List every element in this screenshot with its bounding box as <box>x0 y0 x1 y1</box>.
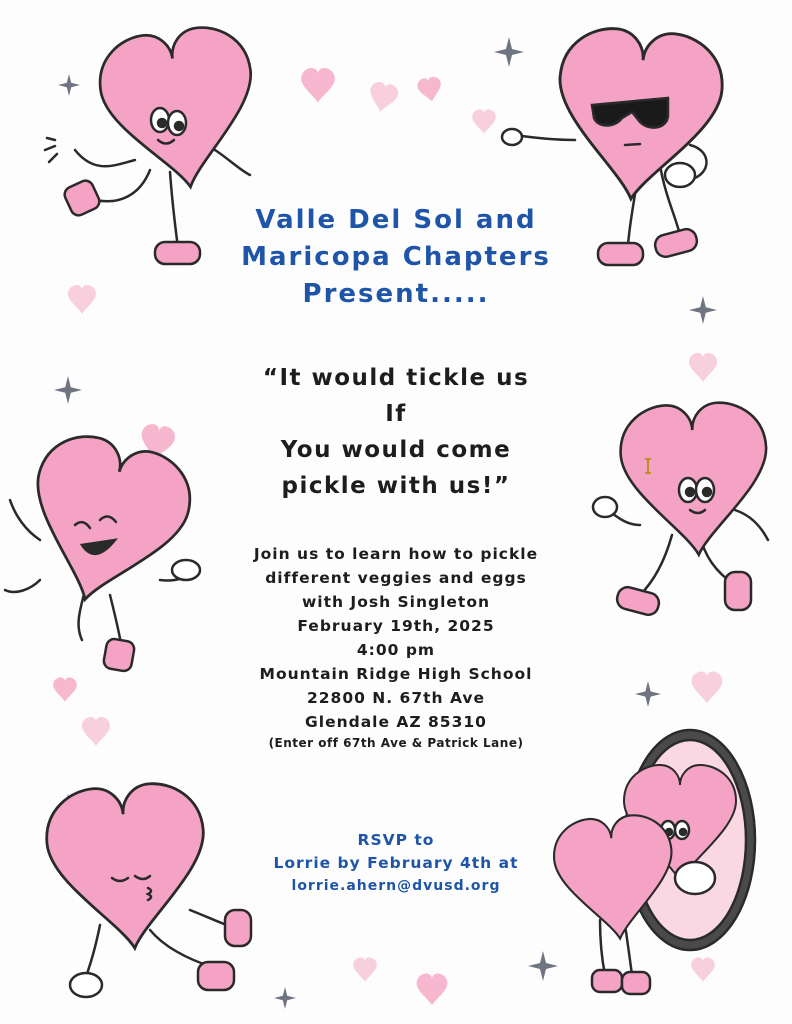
heading-line: Valle Del Sol and <box>255 205 537 235</box>
venue-name: Mountain Ridge High School <box>259 665 533 683</box>
event-time: 4:00 pm <box>356 641 436 659</box>
description-line: Join us to learn how to pickle <box>253 545 539 563</box>
chapters-heading <box>0 202 792 313</box>
venue-street: 22800 N. 67th Ave <box>306 689 486 707</box>
rsvp-deadline: Lorrie by February 4th at <box>273 854 519 872</box>
quote-line: You would come <box>280 437 512 463</box>
text-cursor-icon <box>643 458 653 474</box>
heading-line: Present..... <box>302 279 490 309</box>
small-heart-icon <box>366 80 399 114</box>
small-heart-icon <box>691 957 715 981</box>
small-heart-icon <box>416 76 443 104</box>
small-heart-icon <box>472 109 496 133</box>
rsvp-section <box>0 829 792 898</box>
description-line: different veggies and eggs <box>265 569 527 587</box>
heading-line: Maricopa Chapters <box>241 242 551 272</box>
event-date: February 19th, 2025 <box>297 617 495 635</box>
quote-line: pickle with us!” <box>281 473 511 499</box>
sparkle-icon <box>528 951 558 981</box>
invitation-quote <box>0 360 792 504</box>
small-heart-icon <box>301 68 335 103</box>
rsvp-email: lorrie.ahern@dvusd.org <box>291 878 501 894</box>
sparkle-icon <box>58 74 80 96</box>
sparkle-icon <box>494 37 524 67</box>
small-heart-icon <box>353 957 377 981</box>
host-line: with Josh Singleton <box>301 593 491 611</box>
quote-line: If <box>385 401 407 427</box>
venue-directions: (Enter off 67th Ave & Patrick Lane) <box>268 736 524 750</box>
rsvp-title: RSVP to <box>357 831 435 849</box>
venue-city: Glendale AZ 85310 <box>305 713 487 731</box>
sparkle-icon <box>274 987 296 1009</box>
event-details <box>0 542 792 752</box>
quote-line: “It would tickle us <box>262 365 530 391</box>
small-heart-icon <box>417 974 448 1006</box>
